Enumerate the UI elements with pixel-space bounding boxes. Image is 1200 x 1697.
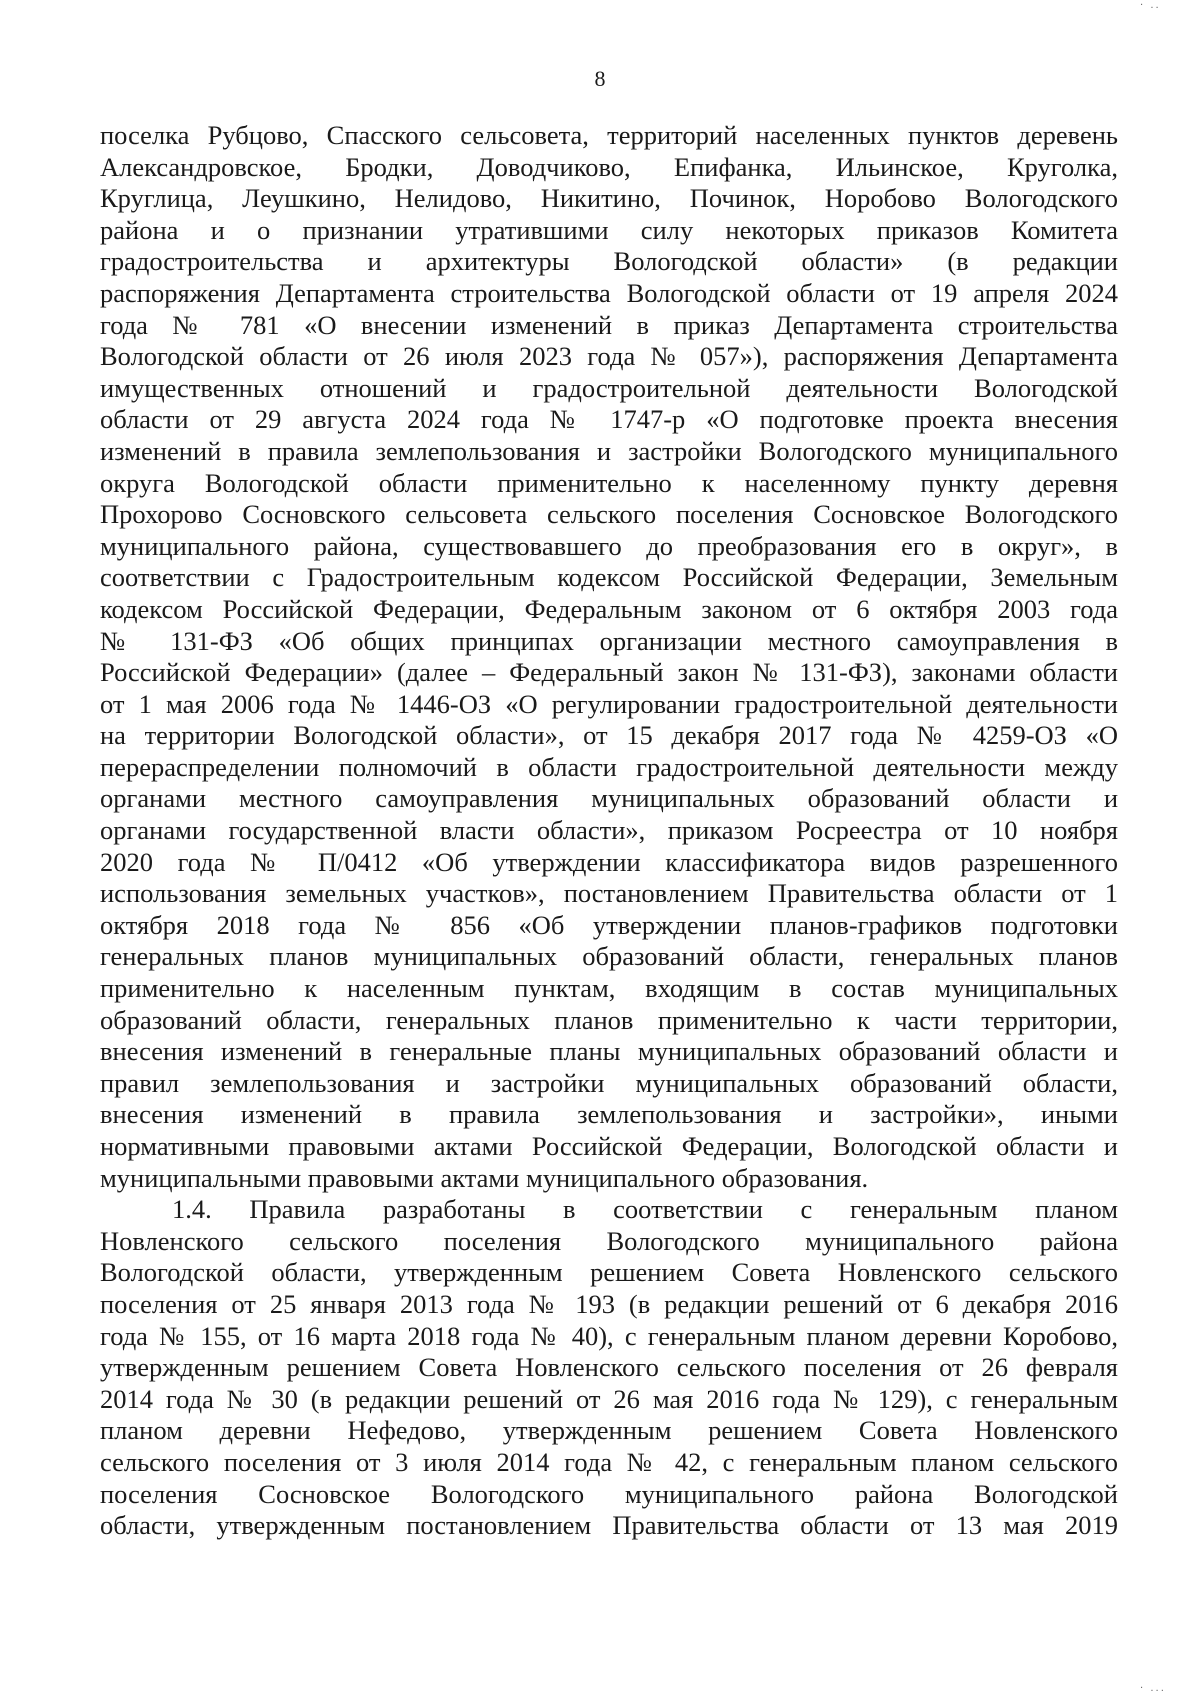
document-body — [100, 120, 1118, 1542]
text-line: изменений в правила землепользования и застройки Вологодского муниципального — [100, 435, 1118, 466]
text-line: использования земельных участков», постановлением Правительства области от 1 — [100, 878, 1118, 909]
page-number: 8 — [594, 66, 606, 91]
text-line: области от 29 августа 2024 года № 1747-р «О подготовке проекта внесения — [100, 404, 1118, 435]
text-line: октября 2018 года № 856 «Об утверждении планов-графиков подготовки — [100, 909, 1118, 940]
text-line: применительно к населенным пунктам, входящим в состав муниципальных — [100, 973, 1118, 1004]
text-line: поселения Сосновское Вологодского муниципального района Вологодской — [100, 1478, 1118, 1509]
text-line: утвержденным решением Совета Новленского сельского поселения от 26 февраля — [100, 1352, 1118, 1383]
text-line: Вологодской области, утвержденным решением Совета Новленского сельского — [100, 1257, 1118, 1288]
text-line: Новленского сельского поселения Вологодского муниципального района — [100, 1225, 1118, 1256]
text-line: органами местного самоуправления муниципальных образований области и — [100, 783, 1118, 814]
text-line: муниципальными правовыми актами муниципального образования. — [100, 1162, 869, 1193]
text-line: № 131-ФЗ «Об общих принципах организации местного самоуправления в — [100, 625, 1118, 656]
text-line: 2020 года № П/0412 «Об утверждении классификатора видов разрешенного — [100, 846, 1118, 877]
text-line: кодексом Российской Федерации, Федеральным законом от 6 октября 2003 года — [100, 593, 1118, 624]
text-line: муниципального района, существовавшего до преобразования его в округ», в — [100, 530, 1118, 561]
text-line: градостроительства и архитектуры Вологодской области» (в редакции — [100, 246, 1118, 277]
text-line: Прохорово Сосновского сельсовета сельского поселения Сосновское Вологодского — [100, 499, 1118, 530]
text-line: внесения изменений в генеральные планы муниципальных образований области и — [100, 1036, 1118, 1067]
text-line: сельского поселения от 3 июля 2014 года № 42, с генеральным планом сельского — [100, 1446, 1118, 1477]
scan-mark-bottom: · ... — [1140, 1683, 1166, 1694]
text-line: от 1 мая 2006 года № 1446-ОЗ «О регулировании градостроительной деятельности — [100, 688, 1118, 719]
text-line: нормативными правовыми актами Российской Федерации, Вологодской области и — [100, 1131, 1118, 1161]
text-line: Александровское, Бродки, Доводчиково, Епифанка, Ильинское, Круголка, — [100, 151, 1118, 182]
text-line: органами государственной власти области», приказом Росреестра от 10 ноября — [100, 815, 1118, 846]
text-line: года № 781 «О внесении изменений в приказ Департамента строительства — [100, 309, 1118, 340]
text-line: поселения от 25 января 2013 года № 193 (в редакции решений от 6 декабря 2016 — [100, 1288, 1118, 1319]
text-line: Российской Федерации» (далее – Федеральный закон № 131-ФЗ), законами области — [100, 657, 1118, 688]
text-line: планом деревни Нефедово, утвержденным решением Совета Новленского — [100, 1415, 1118, 1446]
text-line: Вологодской области от 26 июля 2023 года № 057»), распоряжения Департамента — [100, 341, 1118, 372]
text-line: образований области, генеральных планов применительно к части территории, — [100, 1004, 1118, 1035]
text-line: соответствии с Градостроительным кодексом Российской Федерации, Земельным — [100, 562, 1118, 593]
text-line: Круглица, Леушкино, Нелидово, Никитино, Починок, Норобово Вологодского — [100, 183, 1118, 214]
text-line: генеральных планов муниципальных образований области, генеральных планов — [100, 941, 1118, 972]
text-line: области, утвержденным постановлением Правительства области от 13 мая 2019 — [100, 1510, 1118, 1541]
scan-mark-top: · .. — [1140, 0, 1161, 11]
text-line: района и о признании утратившими силу некоторых приказов Комитета — [100, 214, 1118, 245]
text-line: распоряжения Департамента строительства Вологодской области от 19 апреля 2024 — [100, 277, 1118, 308]
text-line: перераспределении полномочий в области градостроительной деятельности между — [100, 751, 1118, 782]
text-line: 1.4. Правила разработаны в соответствии с генеральным планом — [172, 1194, 1118, 1225]
text-line: имущественных отношений и градостроительной деятельности Вологодской — [100, 372, 1118, 403]
text-line: правил землепользования и застройки муниципальных образований области, — [100, 1067, 1118, 1098]
text-line: на территории Вологодской области», от 15 декабря 2017 года № 4259-ОЗ «О — [100, 720, 1118, 751]
text-line: поселка Рубцово, Спасского сельсовета, территорий населенных пунктов деревень — [100, 120, 1118, 150]
text-line: 2014 года № 30 (в редакции решений от 26 мая 2016 года № 129), с генеральным — [100, 1383, 1118, 1414]
text-line: внесения изменений в правила землепользования и застройки», иными — [100, 1099, 1118, 1130]
text-line: года № 155, от 16 марта 2018 года № 40), с генеральным планом деревни Коробово, — [100, 1320, 1118, 1351]
text-line: округа Вологодской области применительно к населенному пункту деревня — [100, 467, 1118, 498]
